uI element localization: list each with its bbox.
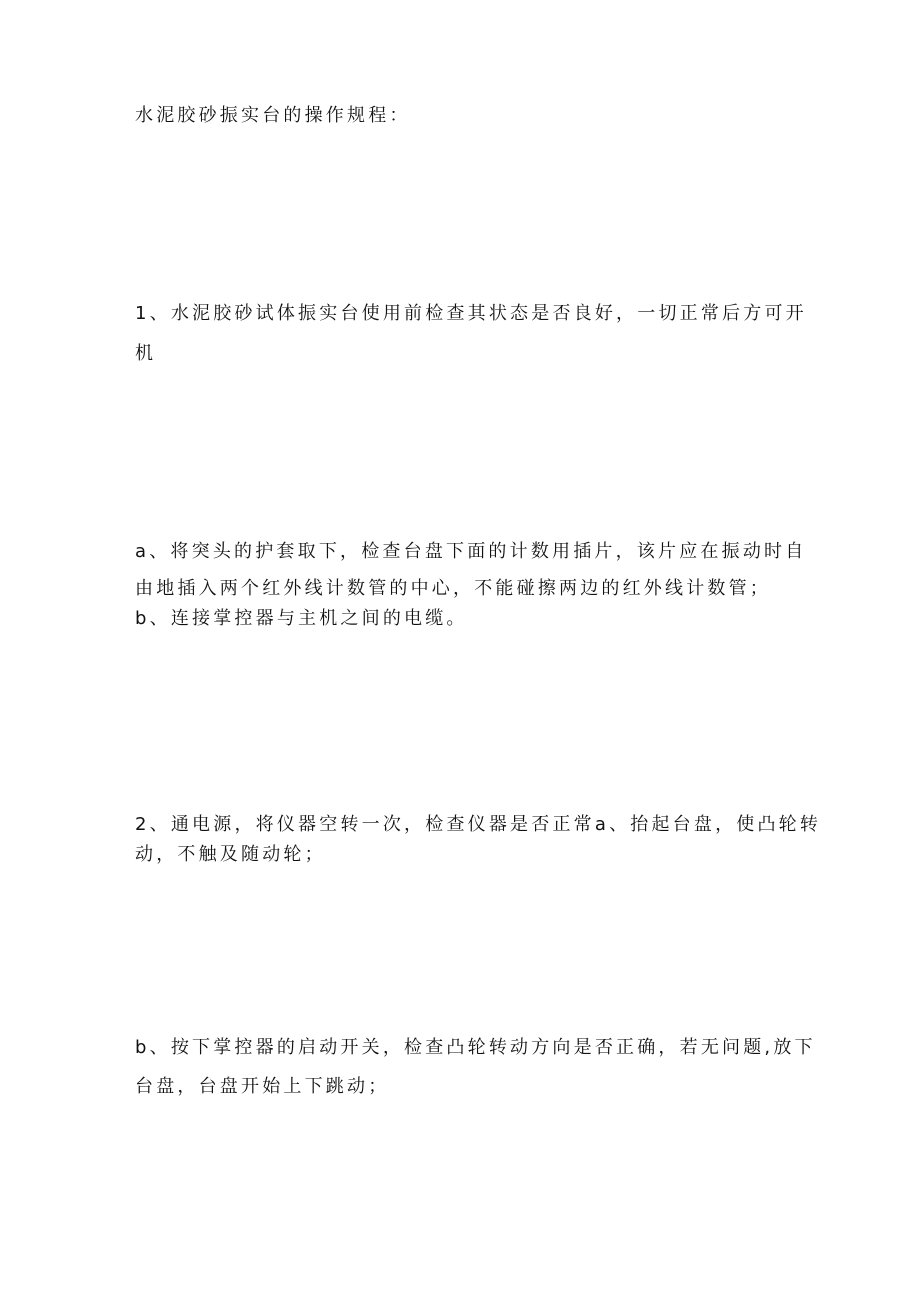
step-2-line-1: 2、通电源，将仪器空转一次，检查仪器是否正常a、抬起台盘，使凸轮转	[135, 814, 822, 835]
step-1a-line-2: 由地插入两个红外线计数管的中心，不能碰擦两边的红外线计数管；	[135, 578, 771, 599]
step-2b-line-1: b、按下掌控器的启动开关，检查凸轮转动方向是否正确，若无问题,放下	[135, 1037, 816, 1058]
step-1-line-2: 机	[135, 343, 157, 364]
step-1-line-1: 1、水泥胶砂试体振实台使用前检查其状态是否良好，一切正常后方可开	[135, 303, 807, 324]
step-2-line-2: 动，不触及随动轮；	[135, 844, 326, 865]
step-2b-line-2: 台盘，台盘开始上下跳动；	[135, 1076, 390, 1097]
document-title: 水泥胶砂振实台的操作规程：	[135, 105, 411, 126]
step-1a-line-1: a、将突头的护套取下，检查台盘下面的计数用插片，该片应在振动时自	[135, 541, 807, 562]
step-1b-line-1: b、连接掌控器与主机之间的电缆。	[135, 608, 468, 629]
